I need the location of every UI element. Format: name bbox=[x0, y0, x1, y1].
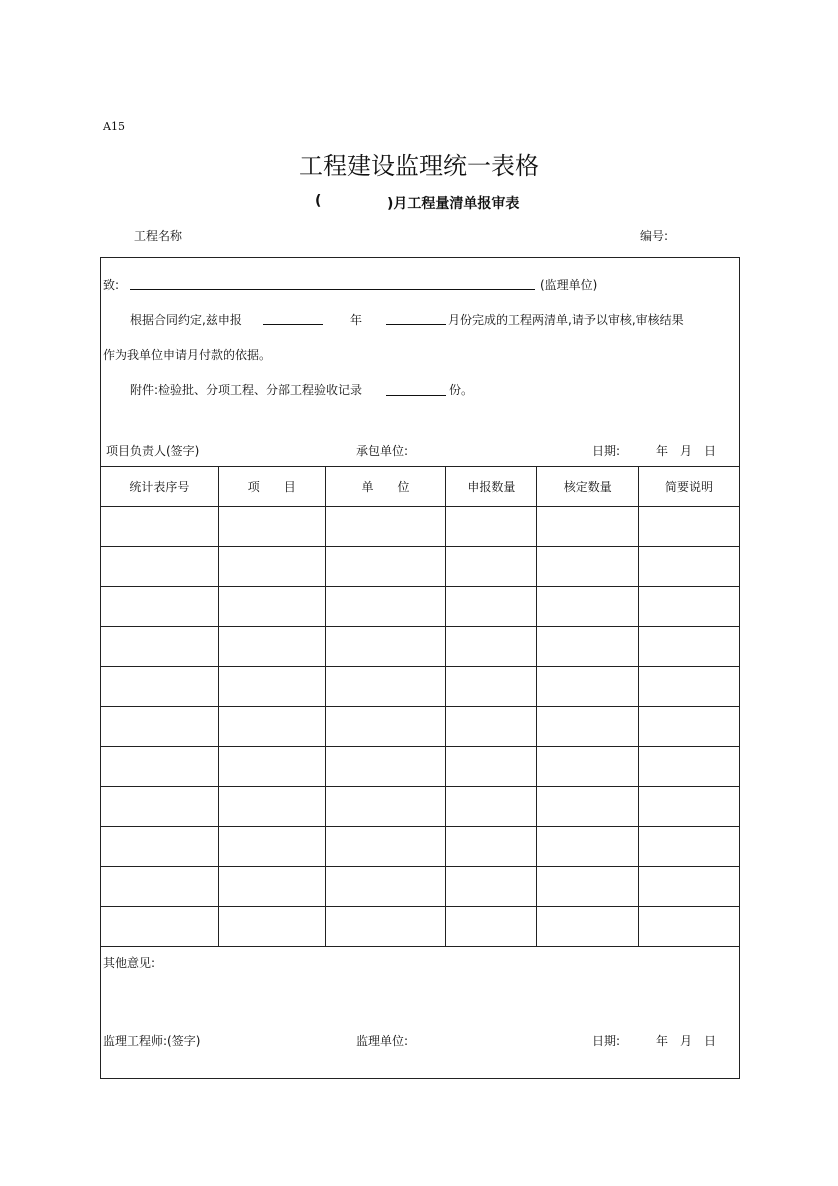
table-cell[interactable] bbox=[446, 587, 537, 627]
table-cell[interactable] bbox=[325, 707, 446, 747]
number-label: 编号: bbox=[640, 229, 669, 243]
table-cell[interactable] bbox=[446, 707, 537, 747]
date-units-2: 年 月 日 bbox=[656, 1034, 717, 1048]
table-row bbox=[101, 827, 740, 867]
table-cell[interactable] bbox=[218, 707, 325, 747]
table-cell[interactable] bbox=[639, 707, 740, 747]
table-cell[interactable] bbox=[639, 667, 740, 707]
page-title: 工程建设监理统一表格 bbox=[299, 152, 539, 180]
attachment-a: 附件:检验批、分项工程、分部工程验收记录 bbox=[130, 383, 363, 397]
table-cell[interactable] bbox=[218, 667, 325, 707]
date-units: 年 月 日 bbox=[656, 444, 717, 458]
table-row bbox=[101, 867, 740, 907]
table-row bbox=[101, 667, 740, 707]
table-cell[interactable] bbox=[325, 507, 446, 547]
header-cell: 简要说明 bbox=[639, 467, 740, 507]
table-cell[interactable] bbox=[325, 667, 446, 707]
table-cell[interactable] bbox=[325, 827, 446, 867]
table-header-row bbox=[101, 467, 740, 507]
table-cell[interactable] bbox=[325, 627, 446, 667]
supervisor-unit-suffix: (监理单位) bbox=[540, 278, 598, 292]
table-cell[interactable] bbox=[325, 547, 446, 587]
table-cell[interactable] bbox=[446, 627, 537, 667]
table-cell[interactable] bbox=[537, 907, 639, 947]
header-cell: 项 目 bbox=[218, 467, 325, 507]
table-cell[interactable] bbox=[639, 547, 740, 587]
table-cell[interactable] bbox=[639, 747, 740, 787]
table-cell[interactable] bbox=[639, 507, 740, 547]
header-cell: 统计表序号 bbox=[101, 467, 219, 507]
table-cell[interactable] bbox=[101, 827, 219, 867]
table-cell[interactable] bbox=[639, 907, 740, 947]
table-cell[interactable] bbox=[218, 747, 325, 787]
signer2-label: 监理工程师:(签字) bbox=[103, 1034, 201, 1048]
table-cell[interactable] bbox=[639, 867, 740, 907]
subtitle: )月工程量清单报审表 bbox=[387, 196, 520, 212]
table-cell[interactable] bbox=[446, 867, 537, 907]
table-row bbox=[101, 627, 740, 667]
table-cell[interactable] bbox=[101, 507, 219, 547]
table-row bbox=[101, 547, 740, 587]
table-cell[interactable] bbox=[446, 907, 537, 947]
table-cell[interactable] bbox=[101, 747, 219, 787]
table-cell[interactable] bbox=[537, 827, 639, 867]
project-name-label: 工程名称 bbox=[134, 229, 183, 243]
table-cell[interactable] bbox=[446, 787, 537, 827]
table-cell[interactable] bbox=[218, 787, 325, 827]
table-cell[interactable] bbox=[218, 547, 325, 587]
table-row bbox=[101, 707, 740, 747]
table-cell[interactable] bbox=[218, 907, 325, 947]
table-cell[interactable] bbox=[101, 907, 219, 947]
table-cell[interactable] bbox=[325, 867, 446, 907]
table-cell[interactable] bbox=[537, 747, 639, 787]
para1-a: 根据合同约定,兹申报 bbox=[130, 313, 242, 327]
table-cell[interactable] bbox=[446, 507, 537, 547]
header-cell: 核定数量 bbox=[537, 467, 639, 507]
to-label: 致: bbox=[103, 278, 120, 292]
para1-b: 月份完成的工程两清单,请予以审核,审核结果 bbox=[448, 313, 684, 327]
month-field[interactable] bbox=[386, 324, 446, 325]
table-cell[interactable] bbox=[325, 747, 446, 787]
table-cell[interactable] bbox=[537, 507, 639, 547]
table-row bbox=[101, 507, 740, 547]
table-cell[interactable] bbox=[446, 667, 537, 707]
table-cell[interactable] bbox=[537, 707, 639, 747]
table-cell[interactable] bbox=[101, 867, 219, 907]
table-row bbox=[101, 747, 740, 787]
table-cell[interactable] bbox=[218, 627, 325, 667]
form-code: A15 bbox=[103, 120, 125, 133]
date-label: 日期: bbox=[592, 444, 621, 458]
table-cell[interactable] bbox=[446, 547, 537, 587]
table-cell[interactable] bbox=[218, 827, 325, 867]
supervisor-unit-field[interactable] bbox=[130, 289, 535, 290]
table-cell[interactable] bbox=[101, 627, 219, 667]
table-cell[interactable] bbox=[537, 787, 639, 827]
table-cell[interactable] bbox=[325, 787, 446, 827]
signer1-label: 项目负责人(签字) bbox=[106, 444, 200, 458]
table-cell[interactable] bbox=[101, 667, 219, 707]
table-row bbox=[101, 587, 740, 627]
table-cell[interactable] bbox=[446, 827, 537, 867]
table-cell[interactable] bbox=[218, 587, 325, 627]
table-cell[interactable] bbox=[101, 547, 219, 587]
table-cell[interactable] bbox=[218, 867, 325, 907]
attachment-b: 份。 bbox=[449, 383, 474, 397]
table-cell[interactable] bbox=[101, 587, 219, 627]
table-cell[interactable] bbox=[218, 507, 325, 547]
table-cell[interactable] bbox=[446, 747, 537, 787]
table-cell[interactable] bbox=[325, 907, 446, 947]
quantity-table bbox=[100, 466, 740, 947]
table-cell[interactable] bbox=[639, 627, 740, 667]
table-cell[interactable] bbox=[639, 587, 740, 627]
para2: 作为我单位申请月付款的依据。 bbox=[103, 348, 272, 362]
para1-year: 年 bbox=[350, 313, 363, 327]
table-cell[interactable] bbox=[639, 827, 740, 867]
table-cell[interactable] bbox=[537, 667, 639, 707]
table-cell[interactable] bbox=[537, 587, 639, 627]
header-cell: 单 位 bbox=[325, 467, 446, 507]
date-label-2: 日期: bbox=[592, 1034, 621, 1048]
contractor-label: 承包单位: bbox=[356, 444, 409, 458]
table-cell[interactable] bbox=[537, 867, 639, 907]
table-row bbox=[101, 787, 740, 827]
table-cell[interactable] bbox=[101, 707, 219, 747]
table-cell[interactable] bbox=[537, 547, 639, 587]
supervisor-label: 监理单位: bbox=[356, 1034, 409, 1048]
table-cell[interactable] bbox=[537, 627, 639, 667]
table-row bbox=[101, 907, 740, 947]
table-cell[interactable] bbox=[639, 787, 740, 827]
header-cell: 申报数量 bbox=[446, 467, 537, 507]
subtitle-paren: ( bbox=[315, 193, 322, 209]
table-cell[interactable] bbox=[325, 587, 446, 627]
other-opinions-label: 其他意见: bbox=[103, 956, 156, 970]
table-cell[interactable] bbox=[101, 787, 219, 827]
year-field[interactable] bbox=[263, 324, 323, 325]
attachment-count-field[interactable] bbox=[386, 395, 446, 396]
